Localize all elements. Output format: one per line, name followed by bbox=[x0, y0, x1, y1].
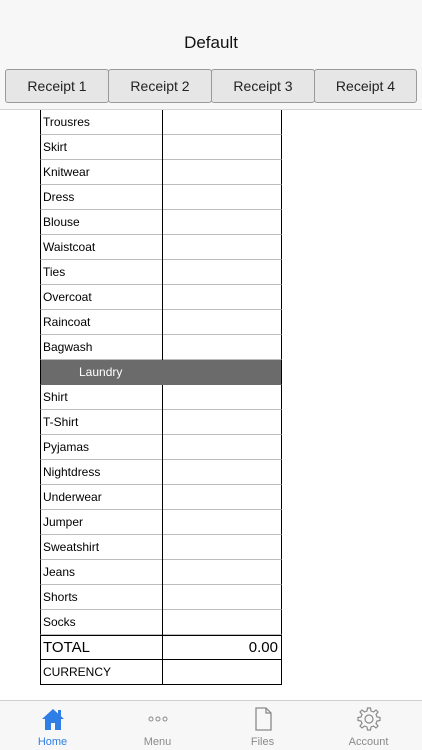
column-divider bbox=[162, 185, 163, 210]
table-row[interactable] bbox=[40, 610, 282, 635]
row-label: Blouse bbox=[43, 215, 80, 229]
row-label: Jeans bbox=[43, 565, 76, 579]
row-label: Shorts bbox=[43, 590, 78, 604]
tab-account[interactable] bbox=[315, 701, 422, 750]
column-divider bbox=[162, 335, 163, 360]
row-label: Skirt bbox=[43, 140, 67, 154]
row-label: Trousres bbox=[43, 115, 90, 129]
tab-label: Menu bbox=[143, 736, 172, 748]
column-divider bbox=[162, 435, 163, 460]
total-row bbox=[40, 635, 282, 660]
column-divider bbox=[162, 285, 163, 310]
currency-row[interactable] bbox=[40, 660, 282, 685]
row-label: Ties bbox=[43, 265, 66, 279]
row-label: Nightdress bbox=[43, 465, 101, 479]
row-label: Raincoat bbox=[43, 315, 91, 329]
tab-label: Account bbox=[348, 736, 389, 748]
column-divider bbox=[162, 610, 163, 635]
column-divider bbox=[162, 135, 163, 160]
table-row[interactable] bbox=[40, 110, 282, 135]
receipt-4-button[interactable]: Receipt 4 bbox=[314, 69, 417, 103]
column-divider bbox=[162, 485, 163, 510]
table-row[interactable] bbox=[40, 260, 282, 285]
table-row[interactable] bbox=[40, 560, 282, 585]
row-label: Pyjamas bbox=[43, 440, 90, 454]
table-row[interactable] bbox=[40, 210, 282, 235]
row-label: Dress bbox=[43, 190, 75, 204]
more-icon bbox=[145, 706, 171, 732]
row-label: Sweatshirt bbox=[43, 540, 100, 554]
receipt-3-button[interactable]: Receipt 3 bbox=[211, 69, 315, 103]
receipt-2-button[interactable]: Receipt 2 bbox=[108, 69, 212, 103]
column-divider bbox=[162, 660, 163, 685]
column-divider bbox=[162, 235, 163, 260]
table-row[interactable] bbox=[40, 185, 282, 210]
table-row[interactable] bbox=[40, 585, 282, 610]
table-row[interactable] bbox=[40, 535, 282, 560]
column-divider bbox=[162, 260, 163, 285]
section-header-laundry bbox=[40, 360, 282, 385]
row-label: Underwear bbox=[43, 490, 102, 504]
table-row[interactable] bbox=[40, 385, 282, 410]
gear-icon bbox=[356, 706, 382, 732]
column-divider bbox=[162, 510, 163, 535]
receipt-table bbox=[40, 110, 282, 685]
tab-menu[interactable] bbox=[105, 701, 210, 750]
table-row[interactable] bbox=[40, 285, 282, 310]
column-divider bbox=[162, 636, 163, 660]
tab-bar bbox=[0, 700, 422, 750]
column-divider bbox=[162, 110, 163, 135]
table-row[interactable] bbox=[40, 410, 282, 435]
currency-label: CURRENCY bbox=[43, 665, 112, 679]
page-title: Default bbox=[184, 33, 238, 52]
column-divider bbox=[162, 560, 163, 585]
column-divider bbox=[162, 535, 163, 560]
table-row[interactable] bbox=[40, 310, 282, 335]
row-label: Overcoat bbox=[43, 290, 92, 304]
total-value: 0.00 bbox=[248, 639, 278, 656]
column-divider bbox=[162, 410, 163, 435]
section-label: Laundry bbox=[79, 365, 123, 379]
tab-files[interactable] bbox=[210, 701, 315, 750]
row-label: Waistcoat bbox=[43, 240, 96, 254]
table-row[interactable] bbox=[40, 485, 282, 510]
file-icon bbox=[250, 706, 276, 732]
column-divider bbox=[162, 385, 163, 410]
row-label: Jumper bbox=[43, 515, 84, 529]
column-divider bbox=[162, 310, 163, 335]
column-divider bbox=[162, 585, 163, 610]
row-label: T-Shirt bbox=[43, 415, 79, 429]
column-divider bbox=[162, 460, 163, 485]
table-row[interactable] bbox=[40, 135, 282, 160]
table-row[interactable] bbox=[40, 335, 282, 360]
row-label: Bagwash bbox=[43, 340, 93, 354]
row-label: Knitwear bbox=[43, 165, 90, 179]
row-label: Shirt bbox=[43, 390, 68, 404]
row-label: Socks bbox=[43, 615, 76, 629]
table-row[interactable] bbox=[40, 235, 282, 260]
column-divider bbox=[162, 160, 163, 185]
table-row[interactable] bbox=[40, 160, 282, 185]
column-divider bbox=[162, 210, 163, 235]
receipt-1-button[interactable]: Receipt 1 bbox=[5, 69, 109, 103]
tab-label: Home bbox=[37, 736, 68, 748]
home-icon bbox=[40, 706, 66, 732]
navigation-bar bbox=[0, 0, 422, 64]
receipt-selector bbox=[0, 64, 422, 110]
tab-home[interactable] bbox=[0, 701, 105, 750]
table-row[interactable] bbox=[40, 510, 282, 535]
tab-label: Files bbox=[250, 736, 275, 748]
table-row[interactable] bbox=[40, 460, 282, 485]
table-row[interactable] bbox=[40, 435, 282, 460]
total-label: TOTAL bbox=[43, 639, 90, 656]
